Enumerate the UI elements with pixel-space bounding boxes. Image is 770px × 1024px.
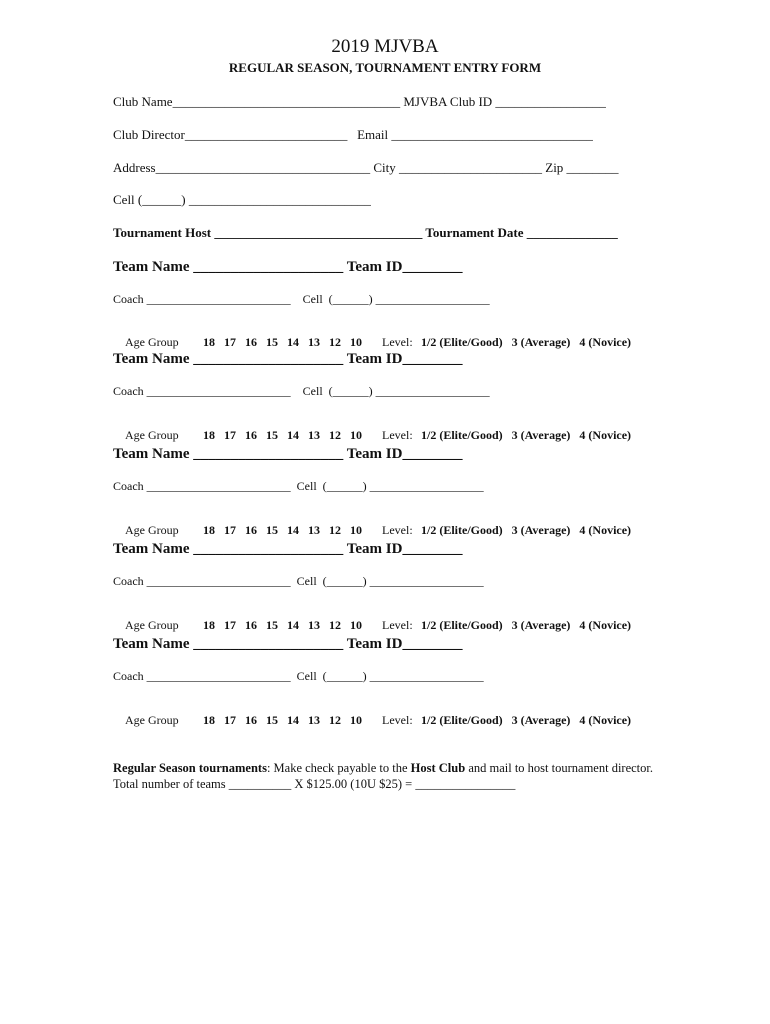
coach-field[interactable]: Coach ________________________ Cell (______) ___________________ (113, 292, 490, 306)
team-name-field[interactable]: Team Name ____________________ Team ID________ (113, 446, 463, 462)
level-options[interactable]: 1/2 (Elite/Good) 3 (Average) 4 (Novice) (421, 335, 632, 349)
age-options[interactable]: 18 17 16 15 14 13 12 10 (203, 523, 362, 537)
age-group-label: Age Group (125, 713, 179, 727)
level-options[interactable]: 1/2 (Elite/Good) 3 (Average) 4 (Novice) (421, 713, 632, 727)
form-subtitle: REGULAR SEASON, TOURNAMENT ENTRY FORM (228, 60, 542, 75)
payment-instructions (113, 760, 673, 792)
age-group-row (113, 698, 631, 743)
host-club-label: Host Club (410, 761, 466, 775)
level-options[interactable]: 1/2 (Elite/Good) 3 (Average) 4 (Novice) (421, 523, 632, 537)
coach-field[interactable]: Coach ________________________ Cell (______) ___________________ (113, 669, 484, 683)
age-options[interactable]: 18 17 16 15 14 13 12 10 (203, 713, 362, 727)
level-label: Level: (382, 428, 413, 442)
team-name-field[interactable]: Team Name ____________________ Team ID________ (113, 351, 463, 367)
age-options[interactable]: 18 17 16 15 14 13 12 10 (203, 618, 362, 632)
age-options[interactable]: 18 17 16 15 14 13 12 10 (203, 335, 362, 349)
level-options[interactable]: 1/2 (Elite/Good) 3 (Average) 4 (Novice) (421, 428, 632, 442)
payment-text-1: : Make check payable to the (266, 761, 411, 775)
form-title: 2019 MJVBA (331, 36, 439, 57)
level-options[interactable]: 1/2 (Elite/Good) 3 (Average) 4 (Novice) (421, 618, 632, 632)
coach-field[interactable]: Coach ________________________ Cell (______) ___________________ (113, 479, 484, 493)
level-label: Level: (382, 713, 413, 727)
club-director-field[interactable]: Club Director_________________________ Email _______________________________ (113, 127, 593, 142)
team-name-field[interactable]: Team Name ____________________ Team ID________ (113, 541, 463, 557)
coach-field[interactable]: Coach ________________________ Cell (______) ___________________ (113, 574, 484, 588)
level-label: Level: (382, 335, 413, 349)
age-options[interactable]: 18 17 16 15 14 13 12 10 (203, 428, 362, 442)
payment-lead: Regular Season tournaments (113, 761, 267, 775)
age-group-label: Age Group (125, 428, 179, 442)
cell-field[interactable]: Cell (______) ____________________________ (113, 192, 371, 207)
level-label: Level: (382, 523, 413, 537)
club-name-field[interactable]: Club Name___________________________________ MJVBA Club ID _________________ (113, 94, 606, 109)
payment-text-2: and mail to host tournament director. Total number of teams __________ X $125.00 (10U $25) = ________________ (113, 761, 653, 791)
team-name-field[interactable]: Team Name ____________________ Team ID________ (113, 259, 463, 275)
age-group-label: Age Group (125, 618, 179, 632)
team-name-field[interactable]: Team Name ____________________ Team ID________ (113, 636, 463, 652)
age-group-label: Age Group (125, 335, 179, 349)
address-field[interactable]: Address_________________________________ City ______________________ Zip ________ (113, 160, 619, 175)
tournament-host-field[interactable]: Tournament Host ________________________________ Tournament Date ______________ (113, 225, 618, 240)
age-group-label: Age Group (125, 523, 179, 537)
level-label: Level: (382, 618, 413, 632)
coach-field[interactable]: Coach ________________________ Cell (______) ___________________ (113, 384, 490, 398)
